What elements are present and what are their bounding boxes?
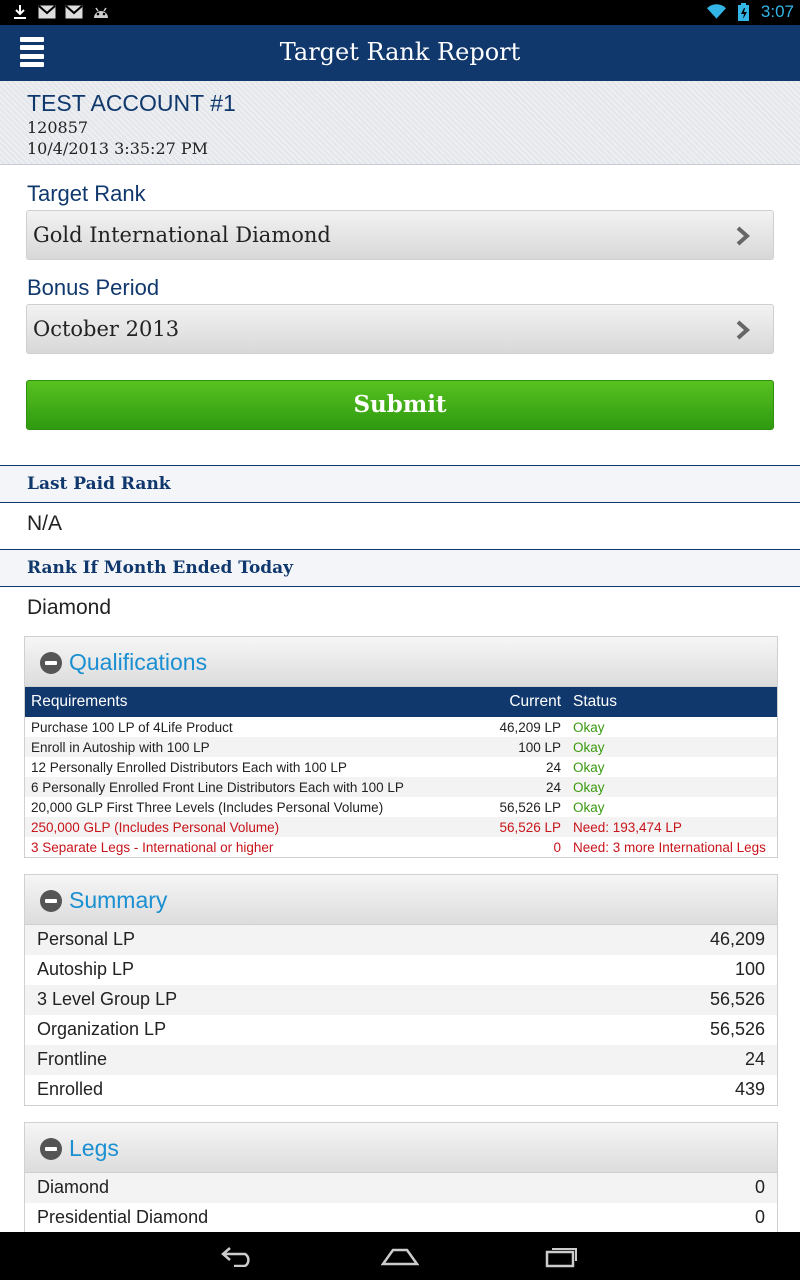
list-item-value: 0	[754, 1207, 765, 1227]
legs-title: Legs	[69, 1135, 119, 1161]
list-item	[25, 925, 777, 955]
cell-status: Need: 3 more International Legs	[573, 839, 766, 855]
list-item-value: 56,526	[709, 989, 765, 1009]
list-item-label: Organization LP	[37, 1019, 167, 1039]
qualifications-header[interactable]	[25, 637, 777, 687]
bonus-period-label: Bonus Period	[27, 275, 160, 300]
list-item	[25, 985, 777, 1015]
legs-list	[25, 1173, 777, 1233]
summary-panel	[24, 874, 778, 1106]
cell-requirement: Enroll in Autoship with 100 LP	[25, 737, 467, 757]
page-title: Target Rank Report	[279, 38, 521, 66]
column-header-status: Status	[567, 687, 777, 717]
column-header-current: Current	[467, 687, 567, 717]
cell-status: Okay	[573, 759, 605, 775]
cell-status: Okay	[573, 719, 605, 735]
column-header-requirements: Requirements	[25, 687, 467, 717]
summary-title: Summary	[69, 887, 168, 913]
notification-icons	[10, 3, 110, 20]
account-id: 120857	[27, 118, 89, 137]
cell-current: 56,526 LP	[499, 799, 561, 815]
cell-current: 56,526 LP	[467, 817, 567, 837]
collapse-minus-icon[interactable]	[40, 890, 62, 912]
cell-current: 24	[467, 777, 567, 797]
app-header	[0, 25, 800, 81]
recent-apps-icon[interactable]	[543, 1242, 583, 1270]
gmail-icon	[64, 3, 83, 20]
table-row	[25, 777, 777, 797]
cell-current: 46,209 LP	[499, 719, 561, 735]
cell-requirement: Purchase 100 LP of 4Life Product	[31, 719, 233, 735]
table-row	[25, 837, 777, 857]
list-item	[25, 1045, 777, 1075]
list-item-label: Diamond	[37, 1177, 110, 1197]
list-item-value: 439	[734, 1079, 765, 1099]
gmail-icon	[37, 3, 56, 20]
list-item	[25, 1173, 777, 1203]
system-icons	[707, 2, 794, 22]
qualifications-title: Qualifications	[69, 649, 208, 675]
clock-time: 3:07	[760, 2, 794, 21]
download-icon	[10, 3, 29, 20]
list-item-value: 46,209	[709, 929, 765, 949]
table-row	[25, 797, 777, 817]
list-item-label: Autoship LP	[37, 959, 135, 979]
cell-status: Need: 193,474 LP	[567, 817, 777, 837]
cell-requirement: 20,000 GLP First Three Levels (Includes Personal Volume)	[31, 799, 384, 815]
chevron-right-icon	[733, 225, 753, 247]
table-header-row	[25, 687, 777, 717]
qualifications-table	[25, 687, 777, 857]
rank-today-header	[0, 549, 800, 587]
wifi-icon	[707, 4, 726, 21]
bonus-period-select[interactable]	[26, 304, 774, 354]
cell-status: Okay	[573, 799, 605, 815]
back-icon[interactable]	[218, 1242, 258, 1270]
navigation-bar	[0, 1232, 800, 1280]
list-item	[25, 1075, 777, 1105]
list-item-label: Presidential Diamond	[37, 1207, 209, 1227]
target-rank-label: Target Rank	[27, 181, 146, 206]
battery-charging-icon	[734, 4, 753, 21]
rank-today-value: Diamond	[27, 596, 112, 619]
list-item-label: Frontline	[37, 1049, 108, 1069]
collapse-minus-icon[interactable]	[40, 652, 62, 674]
table-row	[25, 757, 777, 777]
table-row	[25, 737, 777, 757]
summary-header[interactable]	[25, 875, 777, 925]
last-paid-rank-value: N/A	[27, 512, 63, 535]
cell-requirement: 250,000 GLP (Includes Personal Volume)	[25, 817, 467, 837]
cell-status: Okay	[567, 777, 777, 797]
list-item-label: Personal LP	[37, 929, 136, 949]
list-item	[25, 955, 777, 985]
cell-current: 0	[553, 839, 561, 855]
table-row	[25, 717, 777, 737]
list-item-value: 24	[744, 1049, 765, 1069]
list-item-value: 56,526	[709, 1019, 765, 1039]
android-icon	[91, 3, 110, 20]
list-item-value: 0	[754, 1177, 765, 1197]
status-bar	[0, 0, 800, 25]
last-paid-rank-header	[0, 465, 800, 503]
legs-header[interactable]	[25, 1123, 777, 1173]
list-item-label: 3 Level Group LP	[37, 989, 178, 1009]
account-datetime: 10/4/2013 3:35:27 PM	[27, 139, 209, 158]
cell-requirement: 3 Separate Legs - International or higher	[31, 839, 274, 855]
chevron-right-icon	[733, 319, 753, 341]
collapse-minus-icon[interactable]	[40, 1138, 62, 1160]
cell-requirement: 6 Personally Enrolled Front Line Distributors Each with 100 LP	[25, 777, 467, 797]
cell-current: 100 LP	[467, 737, 567, 757]
bonus-period-value: October 2013	[33, 317, 180, 341]
qualifications-body	[25, 717, 777, 857]
last-paid-rank-label: Last Paid Rank	[27, 474, 171, 494]
summary-list	[25, 925, 777, 1105]
target-rank-value: Gold International Diamond	[33, 223, 331, 247]
account-header	[0, 81, 800, 165]
table-row	[25, 817, 777, 837]
cell-requirement: 12 Personally Enrolled Distributors Each with 100 LP	[31, 759, 347, 775]
legs-panel	[24, 1122, 778, 1233]
rank-today-label: Rank If Month Ended Today	[27, 558, 294, 578]
target-rank-select[interactable]	[26, 210, 774, 260]
cell-current: 24	[545, 759, 561, 775]
list-item-value: 100	[734, 959, 765, 979]
submit-button[interactable]: Submit	[26, 380, 774, 430]
account-name: TEST ACCOUNT #1	[27, 90, 236, 116]
list-item-label: Enrolled	[37, 1079, 104, 1099]
list-item	[25, 1015, 777, 1045]
cell-status: Okay	[567, 737, 777, 757]
home-icon[interactable]	[380, 1242, 420, 1270]
list-item	[25, 1203, 777, 1233]
qualifications-panel	[24, 636, 778, 858]
